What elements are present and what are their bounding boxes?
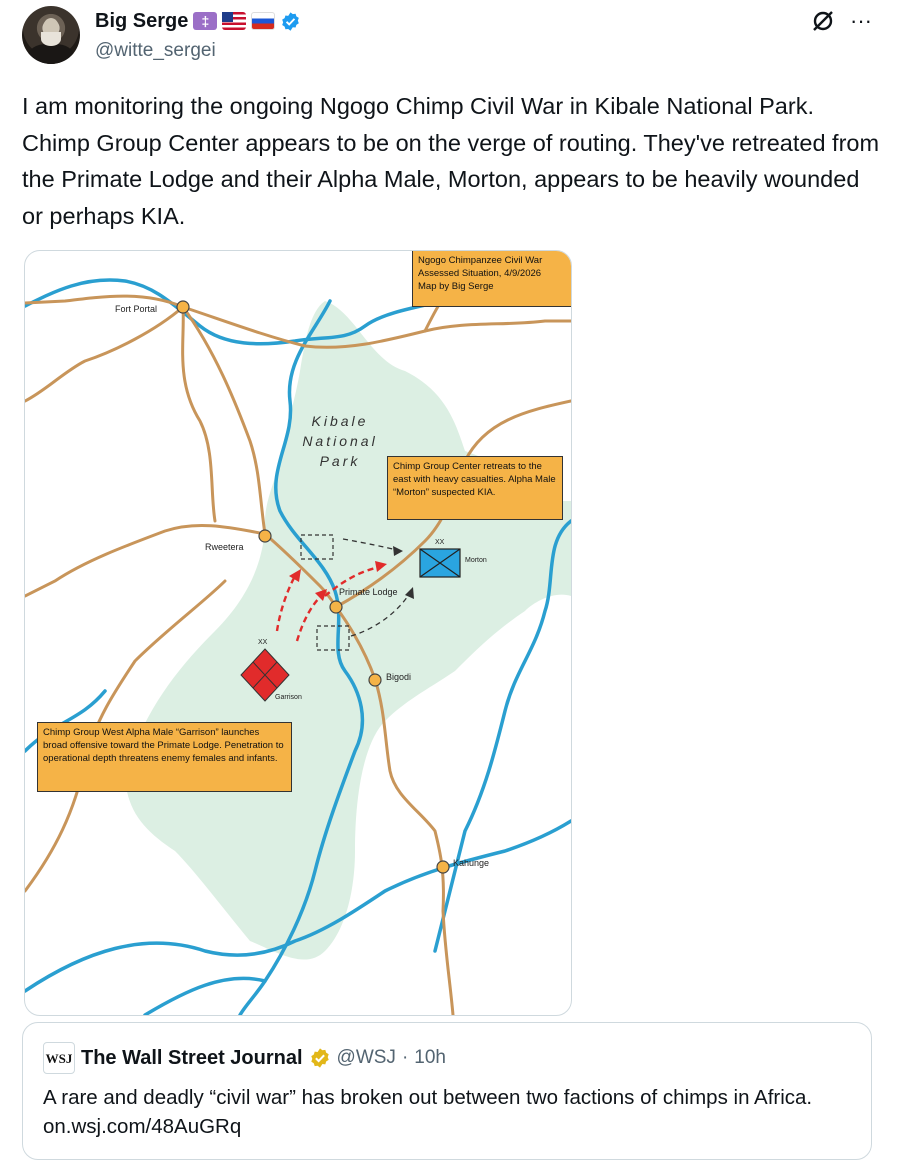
park-label xyxy=(275,411,405,471)
map-canvas xyxy=(25,251,571,1015)
grok-icon[interactable] xyxy=(810,8,836,34)
unit-name-morton: Morton xyxy=(465,557,487,564)
author-name-row xyxy=(95,8,301,34)
label-primate-lodge: Primate Lodge xyxy=(339,587,398,597)
town-dot-bigodi xyxy=(369,674,381,686)
quoted-author-handle[interactable]: @WSJ xyxy=(336,1047,396,1068)
unit-echelon-morton: XX xyxy=(435,539,445,546)
tweet-actions-top xyxy=(810,8,872,34)
author-name[interactable]: Big Serge xyxy=(95,9,189,32)
town-dot-fort-portal xyxy=(177,301,189,313)
quoted-tweet-text: A rare and deadly “civil war” has broken out between two factions of chimps in Africa. on.wsj.com/48AuGRq xyxy=(43,1086,813,1138)
label-bigodi: Bigodi xyxy=(386,672,412,682)
label-rweetera: Rweetera xyxy=(205,542,244,552)
quoted-author-name[interactable]: The Wall Street Journal xyxy=(81,1046,303,1069)
park-label-line: National xyxy=(302,433,378,449)
russia-flag-icon xyxy=(251,12,275,30)
park-label-line: Park xyxy=(319,453,361,469)
gold-verified-badge-icon[interactable] xyxy=(309,1047,331,1069)
river-lower xyxy=(145,978,265,1015)
road-fp-west xyxy=(25,307,183,401)
park-label-line: Kibale xyxy=(311,413,369,429)
more-icon[interactable]: ··· xyxy=(850,8,872,33)
town-dot-kahunge xyxy=(437,861,449,873)
map-title-line: Map by Big Serge xyxy=(418,281,494,292)
road-fp-northwest xyxy=(25,296,183,307)
purple-cross-flag-icon: ‡ xyxy=(193,12,217,30)
west-note-box: Chimp Group West Alpha Male “Garrison” launches broad offensive toward the Primate Lodge. Penetration to operational depth threatens enemy females and infants. xyxy=(37,722,292,792)
quoted-timestamp[interactable]: 10h xyxy=(414,1047,446,1068)
quoted-separator: · xyxy=(401,1047,409,1068)
unit-name-garrison: Garrison xyxy=(275,694,302,701)
author-avatar[interactable] xyxy=(22,6,80,64)
map-title-line: Ngogo Chimpanzee Civil War xyxy=(418,255,543,266)
center-note-box: Chimp Group Center retreats to the east with heavy casualties. Alpha Male “Morton” suspected KIA. xyxy=(387,456,563,520)
verified-badge-icon[interactable] xyxy=(280,11,301,32)
road-fp-rweetera xyxy=(183,307,265,534)
label-fort-portal: Fort Portal xyxy=(115,304,158,314)
park-area xyxy=(125,301,571,960)
road-fp-south xyxy=(183,307,215,521)
unit-echelon-garrison: XX xyxy=(258,639,268,646)
road-rweetera-west xyxy=(25,525,265,596)
town-dot-rweetera xyxy=(259,530,271,542)
map-title-box xyxy=(412,250,572,307)
author-handle[interactable]: @witte_sergei xyxy=(95,40,216,61)
town-dot-primate-lodge xyxy=(330,601,342,613)
map-title-line: Assessed Situation, 4/9/2026 xyxy=(418,268,542,279)
us-flag-icon xyxy=(222,12,246,30)
label-kahunge: Kahunge xyxy=(453,858,490,868)
quoted-tweet-header xyxy=(43,1043,446,1073)
unit-symbol-morton xyxy=(420,549,460,577)
tweet-text: I am monitoring the ongoing Ngogo Chimp Civil War in Kibale National Park. Chimp Group Center appears to be on the verge of routing. They've retreated from the Primate Lodge and their Alpha Male, Morton, appears to be heavily wounded or perhaps KIA. xyxy=(22,93,880,229)
wsj-logo[interactable]: WSJ xyxy=(43,1042,75,1074)
quoted-tweet[interactable] xyxy=(22,1022,872,1160)
map-image[interactable] xyxy=(24,250,572,1016)
